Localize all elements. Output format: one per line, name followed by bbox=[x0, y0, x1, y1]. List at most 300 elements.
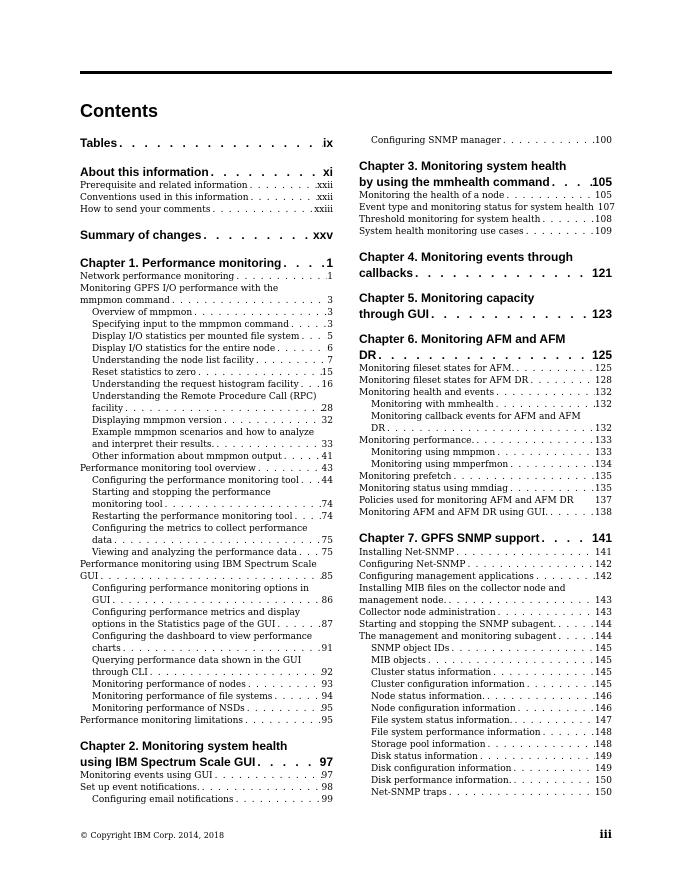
toc-entry-title: Monitoring using mmperfmon bbox=[371, 460, 509, 470]
toc-chapter-entry[interactable] bbox=[80, 165, 333, 181]
toc-entry-title: monitoring tool bbox=[92, 500, 163, 510]
toc-entry-title: DR bbox=[371, 424, 385, 434]
toc-page-number: 148 bbox=[594, 727, 612, 738]
dot-leader bbox=[201, 228, 313, 244]
toc-entry[interactable] bbox=[359, 691, 612, 703]
dot-leader bbox=[246, 679, 322, 691]
toc-entry-title: Node configuration information bbox=[371, 703, 516, 714]
toc-entry[interactable] bbox=[80, 715, 333, 727]
toc-entry[interactable] bbox=[80, 319, 333, 331]
toc-page-number: 133 bbox=[594, 436, 612, 446]
dot-leader bbox=[491, 667, 595, 679]
dot-leader bbox=[465, 559, 594, 571]
toc-chapter-entry[interactable] bbox=[359, 332, 612, 363]
toc-page-number: 132 bbox=[594, 400, 612, 410]
toc-entry-title: Monitoring performance of nodes bbox=[92, 680, 246, 690]
toc-page-number: 150 bbox=[594, 787, 612, 798]
toc-chapter-entry[interactable] bbox=[359, 159, 612, 190]
toc-entry[interactable] bbox=[359, 507, 612, 519]
toc-entry-title-line: Monitoring GPFS I/O performance with the bbox=[80, 284, 279, 294]
toc-page-number: 143 bbox=[594, 607, 612, 618]
toc-entry[interactable] bbox=[80, 192, 333, 204]
toc-entry-title: File system performance information bbox=[371, 727, 541, 738]
dot-leader bbox=[376, 348, 592, 364]
toc-entry[interactable] bbox=[80, 180, 333, 192]
toc-entry-title-line: Installing MIB files on the collector node and bbox=[359, 583, 566, 594]
toc-page-number: 108 bbox=[594, 215, 612, 225]
dot-leader bbox=[98, 571, 321, 583]
dot-leader bbox=[256, 463, 322, 475]
toc-entry-title-line: Configuring performance monitoring options in bbox=[92, 584, 309, 594]
toc-entry-title: Understanding the node list facility bbox=[92, 356, 254, 366]
toc-entry[interactable] bbox=[80, 379, 333, 391]
toc-entry-title: Displaying mmpmon version bbox=[92, 416, 222, 426]
toc-entry-title: Monitoring with mmhealth bbox=[371, 400, 494, 410]
toc-entry[interactable] bbox=[80, 463, 333, 475]
toc-entry-title-line: Chapter 5. Monitoring capacity bbox=[359, 291, 535, 305]
toc-entry[interactable] bbox=[359, 226, 612, 238]
dot-leader bbox=[222, 415, 322, 427]
dot-leader bbox=[426, 655, 595, 667]
toc-entry[interactable] bbox=[359, 631, 612, 643]
toc-entry[interactable] bbox=[359, 775, 612, 787]
toc-entry-title: Installing Net-SNMP bbox=[359, 547, 455, 558]
toc-entry[interactable] bbox=[80, 547, 333, 559]
toc-page-number: 97 bbox=[319, 754, 333, 769]
dot-leader bbox=[539, 531, 592, 547]
toc-entry[interactable] bbox=[80, 679, 333, 691]
toc-entry[interactable] bbox=[80, 511, 333, 523]
toc-entry[interactable] bbox=[80, 523, 333, 547]
toc-page-number: 135 bbox=[594, 472, 612, 482]
dot-leader bbox=[513, 715, 595, 727]
toc-entry-title: Set up event notifications. bbox=[80, 783, 200, 793]
toc-entry-title: Display I/O statistics for the entire node bbox=[92, 344, 276, 354]
toc-entry-title: options in the Statistics page of the GUI bbox=[92, 620, 276, 630]
toc-chapter-entry[interactable] bbox=[80, 256, 333, 272]
toc-page-number: 145 bbox=[594, 679, 612, 690]
toc-page-number: xxiii bbox=[314, 205, 333, 215]
toc-page-number: 132 bbox=[594, 424, 612, 434]
toc-entry-title: SNMP object IDs bbox=[371, 643, 450, 654]
toc-page-number: 87 bbox=[321, 620, 333, 630]
toc-entry-title: Conventions used in this information bbox=[80, 193, 249, 203]
toc-entry-title: charts bbox=[92, 644, 121, 654]
toc-entry[interactable] bbox=[80, 631, 333, 655]
toc-entry-title-line: Configuring the metrics to collect performance bbox=[92, 524, 308, 534]
toc-page-number: 3 bbox=[327, 320, 333, 330]
dot-leader bbox=[245, 703, 322, 715]
toc-page-number: 100 bbox=[594, 136, 612, 146]
toc-entry-title: MIB objects bbox=[371, 655, 426, 666]
toc-entry[interactable] bbox=[359, 387, 612, 399]
toc-entry[interactable] bbox=[80, 607, 333, 631]
dot-leader bbox=[243, 715, 322, 727]
toc-chapter-entry[interactable] bbox=[359, 250, 612, 281]
toc-entry-title: Network performance monitoring bbox=[80, 272, 235, 282]
toc-page-number: xxii bbox=[317, 181, 333, 191]
toc-page-number: 144 bbox=[594, 619, 612, 630]
dot-leader bbox=[429, 307, 592, 323]
toc-entry[interactable] bbox=[359, 399, 612, 411]
dot-leader bbox=[200, 782, 322, 794]
dot-leader bbox=[501, 135, 595, 147]
toc-entry[interactable] bbox=[359, 727, 612, 739]
toc-chapter-entry[interactable] bbox=[80, 228, 333, 244]
toc-entry[interactable] bbox=[80, 283, 333, 307]
toc-entry-title-line: Chapter 2. Monitoring system health bbox=[80, 739, 288, 753]
toc-right-column bbox=[359, 135, 615, 799]
toc-page-number: 107 bbox=[597, 203, 615, 213]
toc-entry-title: System health monitoring use cases bbox=[359, 227, 524, 237]
toc-entry-title: Cluster configuration information bbox=[371, 679, 525, 690]
dot-leader bbox=[254, 355, 327, 367]
toc-entry-title: Performance monitoring limitations bbox=[80, 716, 243, 726]
toc-page-number: 1 bbox=[326, 255, 333, 270]
toc-page-number: 123 bbox=[591, 306, 612, 321]
dot-leader bbox=[299, 331, 327, 343]
toc-page-number: 43 bbox=[321, 464, 333, 474]
toc-entry-title: Specifying input to the mmpmon command bbox=[92, 320, 289, 330]
dot-leader bbox=[112, 535, 321, 547]
toc-entry-title: callbacks bbox=[359, 265, 414, 280]
dot-leader bbox=[504, 190, 594, 202]
toc-chapter-entry[interactable] bbox=[80, 739, 333, 770]
toc-chapter-entry[interactable] bbox=[80, 136, 333, 152]
toc-entry[interactable] bbox=[359, 739, 612, 751]
toc-entry-title-line: Querying performance data shown in the GUI bbox=[92, 656, 302, 666]
toc-entry-title: Storage pool information bbox=[371, 739, 486, 750]
toc-page-number: 91 bbox=[321, 644, 333, 654]
toc-page-number: xi bbox=[322, 164, 333, 179]
dot-leader bbox=[123, 403, 321, 415]
toc-entry-title: through GUI bbox=[359, 306, 429, 321]
toc-entry[interactable] bbox=[359, 471, 612, 483]
toc-entry-title: Monitoring performance of file systems bbox=[92, 692, 273, 702]
dot-leader bbox=[478, 751, 595, 763]
toc-entry-title: Configuring SNMP manager bbox=[371, 136, 501, 146]
toc-page-number: 134 bbox=[594, 460, 612, 470]
dot-leader bbox=[281, 256, 326, 272]
toc-entry[interactable] bbox=[80, 487, 333, 511]
dot-leader bbox=[121, 643, 322, 655]
toc-entry[interactable] bbox=[359, 787, 612, 799]
toc-entry-title: DR bbox=[359, 347, 377, 362]
toc-entry-title-line: Understanding the Remote Procedure Call (RPC) bbox=[92, 392, 317, 402]
toc-page-number: 16 bbox=[321, 380, 333, 390]
toc-entry-title: management node. bbox=[359, 595, 447, 606]
dot-leader bbox=[210, 204, 314, 216]
toc-page-number: 138 bbox=[594, 508, 612, 518]
toc-page-number: 74 bbox=[321, 512, 333, 522]
toc-page-number: 6 bbox=[327, 344, 333, 354]
toc-entry-title: and interpret their results. bbox=[92, 440, 215, 450]
dot-leader bbox=[214, 439, 321, 451]
dot-leader bbox=[534, 571, 595, 583]
toc-entry[interactable] bbox=[359, 619, 612, 631]
toc-entry-title: Monitoring status using mmdiag bbox=[359, 484, 508, 494]
toc-entry[interactable] bbox=[80, 691, 333, 703]
toc-page-number: 1 bbox=[327, 272, 333, 282]
toc-entry-title: Understanding the request histogram facility bbox=[92, 380, 299, 390]
toc-page-number: 137 bbox=[594, 496, 612, 506]
toc-page-number: 44 bbox=[321, 476, 333, 486]
toc-entry[interactable] bbox=[359, 547, 612, 559]
dot-leader bbox=[540, 214, 594, 226]
dot-leader bbox=[496, 607, 595, 619]
toc-entry[interactable] bbox=[359, 190, 612, 202]
header-rule bbox=[80, 71, 612, 74]
toc-page-number: 142 bbox=[594, 559, 612, 570]
toc-page-number: 28 bbox=[321, 404, 333, 414]
toc-entry[interactable] bbox=[359, 583, 612, 607]
toc-entry[interactable] bbox=[80, 782, 333, 794]
toc-entry-title: Overview of mmpmon bbox=[92, 308, 193, 318]
toc-entry-title: Net-SNMP traps bbox=[371, 787, 447, 798]
dot-leader bbox=[272, 691, 321, 703]
toc-entry[interactable] bbox=[80, 655, 333, 679]
dot-leader bbox=[282, 451, 322, 463]
toc-entry[interactable] bbox=[80, 559, 333, 583]
toc-page-number: 145 bbox=[594, 655, 612, 666]
toc-entry[interactable] bbox=[80, 415, 333, 427]
toc-page-number: 125 bbox=[594, 364, 612, 374]
toc-entry-title: Starting and stopping the SNMP subagent. bbox=[359, 619, 557, 630]
toc-entry-title: Performance monitoring tool overview bbox=[80, 464, 256, 474]
toc-entry-title: Monitoring health and events bbox=[359, 388, 495, 398]
toc-entry[interactable] bbox=[80, 583, 333, 607]
toc-entry-title-line: Starting and stopping the performance bbox=[92, 488, 271, 498]
toc-entry-title: About this information bbox=[80, 164, 209, 179]
toc-entry[interactable] bbox=[80, 451, 333, 463]
dot-leader bbox=[289, 319, 327, 331]
toc-page-number: 149 bbox=[594, 763, 612, 774]
toc-chapter-entry[interactable] bbox=[359, 291, 612, 322]
toc-page-number: 142 bbox=[594, 571, 612, 582]
page-title: Contents bbox=[80, 101, 158, 121]
toc-page-number: 146 bbox=[594, 703, 612, 714]
dot-leader bbox=[524, 226, 595, 238]
dot-leader bbox=[474, 435, 595, 447]
toc-entry[interactable] bbox=[80, 343, 333, 355]
toc-page-number: 105 bbox=[591, 174, 612, 189]
toc-entry[interactable] bbox=[359, 571, 612, 583]
toc-entry-title-line: Configuring the dashboard to view performance bbox=[92, 632, 313, 642]
toc-entry[interactable] bbox=[359, 495, 612, 507]
dot-leader bbox=[213, 770, 322, 782]
toc-entry[interactable] bbox=[359, 447, 612, 459]
toc-entry-title: Disk configuration information bbox=[371, 763, 512, 774]
toc-page-number: 97 bbox=[321, 771, 333, 781]
toc-page-number: 95 bbox=[321, 716, 333, 726]
toc-entry[interactable] bbox=[359, 715, 612, 727]
toc-entry-title-line: Chapter 6. Monitoring AFM and AFM bbox=[359, 332, 566, 346]
toc-left-column bbox=[80, 136, 333, 806]
toc-entry[interactable] bbox=[359, 679, 612, 691]
toc-entry[interactable] bbox=[359, 655, 612, 667]
toc-entry[interactable] bbox=[359, 135, 612, 147]
dot-leader bbox=[447, 787, 595, 799]
toc-entry-title: mmpmon command bbox=[80, 296, 170, 306]
dot-leader bbox=[548, 507, 595, 519]
toc-entry[interactable] bbox=[359, 214, 612, 226]
toc-entry[interactable] bbox=[80, 475, 333, 487]
toc-entry[interactable] bbox=[359, 483, 612, 495]
dot-leader bbox=[292, 511, 321, 523]
toc-entry[interactable] bbox=[80, 271, 333, 283]
toc-entry-title: Prerequisite and related information bbox=[80, 181, 248, 191]
toc-page-number: 135 bbox=[594, 484, 612, 494]
dot-leader bbox=[275, 619, 321, 631]
toc-page-number: ix bbox=[322, 136, 333, 150]
dot-leader bbox=[117, 136, 323, 152]
toc-page-number: 128 bbox=[594, 376, 612, 386]
toc-entry[interactable] bbox=[80, 770, 333, 782]
toc-entry-title-line: Chapter 4. Monitoring events through bbox=[359, 250, 574, 264]
toc-entry-title: Configuring email notifications bbox=[92, 795, 234, 805]
toc-page-number: 41 bbox=[321, 452, 333, 462]
copyright-notice: © Copyright IBM Corp. 2014, 2018 bbox=[80, 831, 225, 840]
toc-entry-title: Monitoring performance. bbox=[359, 436, 475, 446]
toc-entry-title: Restarting the performance monitoring tool bbox=[92, 512, 293, 522]
toc-entry-title: Configuring the performance monitoring tool bbox=[92, 476, 299, 486]
dot-leader bbox=[255, 755, 319, 771]
toc-entry-title: data bbox=[92, 536, 113, 546]
toc-page-number: 75 bbox=[321, 548, 333, 558]
toc-page-number: 148 bbox=[594, 739, 612, 750]
toc-entry-title: Other information about mmpmon output bbox=[92, 452, 282, 462]
toc-entry-title: Configuring management applications bbox=[359, 571, 534, 582]
dot-leader bbox=[508, 459, 595, 471]
toc-page-number: 5 bbox=[327, 332, 333, 342]
toc-entry-title: facility bbox=[92, 404, 124, 414]
toc-entry[interactable] bbox=[80, 367, 333, 379]
toc-entry[interactable] bbox=[80, 307, 333, 319]
toc-page-number: 133 bbox=[594, 448, 612, 458]
dot-leader bbox=[525, 679, 595, 691]
dot-leader bbox=[110, 595, 321, 607]
toc-entry-title: Tables bbox=[80, 136, 118, 150]
dot-leader bbox=[163, 499, 322, 511]
toc-entry-title: Display I/O statistics per mounted file system bbox=[92, 332, 300, 342]
toc-entry-title: Event type and monitoring status for system health bbox=[359, 203, 594, 213]
toc-page-number: 33 bbox=[321, 440, 333, 450]
dot-leader bbox=[249, 192, 318, 204]
dot-leader bbox=[454, 547, 595, 559]
toc-entry[interactable] bbox=[80, 703, 333, 715]
toc-page-number: 94 bbox=[321, 692, 333, 702]
toc-entry[interactable] bbox=[80, 794, 333, 806]
dot-leader bbox=[446, 595, 594, 607]
toc-entry[interactable] bbox=[359, 703, 612, 715]
toc-page-number: 93 bbox=[321, 680, 333, 690]
toc-page-number: 145 bbox=[594, 667, 612, 678]
toc-entry[interactable] bbox=[359, 202, 615, 214]
toc-entry-title: Chapter 7. GPFS SNMP support bbox=[359, 531, 540, 545]
toc-page-number: 141 bbox=[594, 547, 612, 558]
toc-entry[interactable] bbox=[359, 459, 612, 471]
toc-page-number: xxii bbox=[317, 193, 333, 203]
toc-entry-title-line: Performance monitoring using IBM Spectrum Scale bbox=[80, 560, 317, 570]
dot-leader bbox=[299, 379, 322, 391]
toc-entry[interactable] bbox=[80, 204, 333, 216]
toc-page-number: 15 bbox=[321, 368, 333, 378]
toc-page-number: 32 bbox=[321, 416, 333, 426]
toc-entry-title: Threshold monitoring for system health bbox=[359, 215, 541, 225]
page-number: iii bbox=[599, 828, 612, 841]
toc-entry[interactable] bbox=[359, 607, 612, 619]
toc-entry[interactable] bbox=[359, 435, 612, 447]
dot-leader bbox=[192, 307, 327, 319]
toc-entry-title: Summary of changes bbox=[80, 228, 202, 242]
toc-entry[interactable] bbox=[359, 667, 612, 679]
toc-entry[interactable] bbox=[80, 355, 333, 367]
toc-entry[interactable] bbox=[359, 559, 612, 571]
dot-leader bbox=[385, 423, 595, 435]
toc-entry-title: Monitoring fileset states for AFM DR bbox=[359, 376, 529, 386]
dot-leader bbox=[234, 794, 322, 806]
toc-entry[interactable] bbox=[359, 763, 612, 775]
dot-leader bbox=[541, 727, 595, 739]
toc-entry-title: Monitoring events using GUI bbox=[80, 771, 213, 781]
toc-entry-title: Monitoring using mmpmon bbox=[371, 448, 496, 458]
toc-page-number: 85 bbox=[321, 572, 333, 582]
dot-leader bbox=[413, 266, 592, 282]
dot-leader bbox=[512, 775, 595, 787]
toc-entry-title: Monitoring performance of NSDs bbox=[92, 704, 245, 714]
dot-leader bbox=[209, 165, 323, 181]
toc-page-number: 146 bbox=[594, 691, 612, 702]
toc-entry[interactable] bbox=[359, 643, 612, 655]
toc-page-number: 86 bbox=[321, 596, 333, 606]
toc-entry-title: Monitoring the health of a node bbox=[359, 191, 505, 201]
toc-entry-title-line: Monitoring callback events for AFM and AFM bbox=[371, 412, 581, 422]
toc-entry[interactable] bbox=[80, 331, 333, 343]
toc-entry-title: Configuring Net-SNMP bbox=[359, 559, 466, 570]
toc-page-number: 95 bbox=[321, 704, 333, 714]
dot-leader bbox=[275, 343, 327, 355]
dot-leader bbox=[170, 295, 327, 307]
toc-entry-title: GUI bbox=[80, 572, 99, 582]
toc-entry[interactable] bbox=[359, 751, 612, 763]
toc-entry[interactable] bbox=[80, 391, 333, 415]
toc-page-number: 132 bbox=[594, 388, 612, 398]
toc-page-number: 99 bbox=[321, 795, 333, 805]
toc-page-number: 149 bbox=[594, 751, 612, 762]
dot-leader bbox=[248, 180, 317, 192]
toc-page-number: 92 bbox=[321, 668, 333, 678]
toc-chapter-entry[interactable] bbox=[359, 531, 612, 547]
toc-entry-title: Monitoring prefetch bbox=[359, 472, 452, 482]
toc-entry-title: The management and monitoring subagent bbox=[359, 631, 557, 642]
toc-entry[interactable] bbox=[359, 363, 612, 375]
dot-leader bbox=[514, 363, 594, 375]
toc-entry[interactable] bbox=[359, 375, 612, 387]
toc-entry[interactable] bbox=[359, 411, 612, 435]
toc-entry-title: Viewing and analyzing the performance data bbox=[92, 548, 297, 558]
toc-page-number: 98 bbox=[321, 783, 333, 793]
dot-leader bbox=[511, 763, 594, 775]
toc-entry-title-line: Chapter 3. Monitoring system health bbox=[359, 159, 567, 173]
toc-entry[interactable] bbox=[80, 427, 333, 451]
toc-entry-title-line: Configuring performance metrics and display bbox=[92, 608, 300, 618]
toc-entry-title: through CLI bbox=[92, 668, 148, 678]
dot-leader bbox=[196, 367, 322, 379]
toc-entry-title: How to send your comments bbox=[80, 205, 211, 215]
toc-page-number: 75 bbox=[321, 536, 333, 546]
dot-leader bbox=[148, 667, 322, 679]
dot-leader bbox=[299, 475, 322, 487]
